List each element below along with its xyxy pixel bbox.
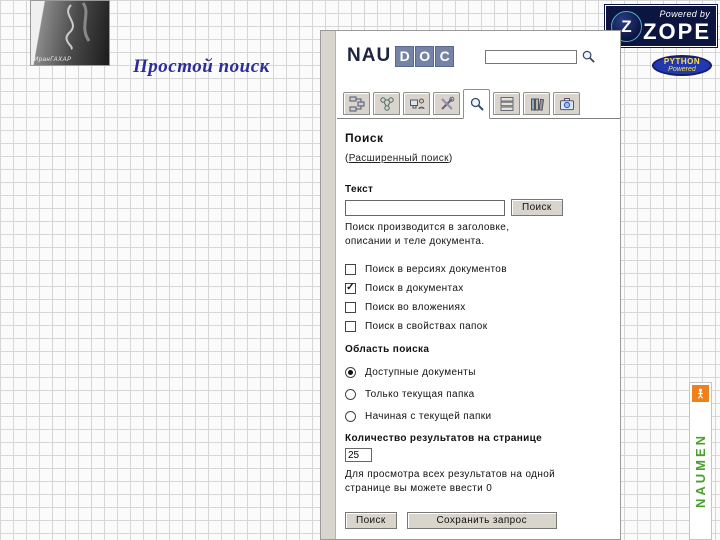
checkbox-label: Поиск в документах <box>365 283 464 294</box>
page-title: Простой поиск <box>133 56 270 77</box>
save-query-button[interactable]: Сохранить запрос <box>407 512 557 529</box>
toolbar-workplace-button[interactable] <box>403 92 430 115</box>
toolbar-workflow-button[interactable] <box>343 92 370 115</box>
text-label: Текст <box>345 184 374 195</box>
search-button[interactable]: Поиск <box>511 199 563 216</box>
header-search-input[interactable] <box>485 50 577 64</box>
zope-z-icon: Z <box>611 11 642 42</box>
radio-available-docs[interactable] <box>345 367 356 378</box>
results-hint: Для просмотра всех результатов на одной странице вы можете ввести 0 <box>345 469 556 494</box>
toolbar-library-button[interactable] <box>523 92 550 115</box>
checkbox-documents[interactable] <box>345 283 356 294</box>
naumen-sidebar-logo <box>689 382 712 540</box>
naumen-figure-icon <box>694 387 707 400</box>
radio-current-folder[interactable] <box>345 389 356 400</box>
radio-label: Только текущая папка <box>365 389 475 400</box>
results-per-page-input[interactable] <box>345 448 372 462</box>
corner-art-caption: ИранГАХАР <box>34 57 72 63</box>
radio-label: Начиная с текущей папки <box>365 411 492 422</box>
toolbar-search-tab[interactable] <box>463 89 490 119</box>
naudoc-logo <box>347 45 454 67</box>
app-toolbar <box>337 85 620 119</box>
naudoc-c: C <box>435 46 454 67</box>
process-icon <box>379 96 395 112</box>
python-powered-badge <box>652 55 712 76</box>
advanced-suffix: ) <box>448 153 453 164</box>
checkbox-row-versions[interactable] <box>345 264 612 275</box>
naumen-name: NAUMEN <box>693 432 708 509</box>
header-search-button[interactable] <box>581 49 596 64</box>
radio-row-available-docs[interactable] <box>345 367 612 378</box>
sculpture-art <box>31 1 109 51</box>
python-badge-line1: PYTHON <box>663 57 701 66</box>
checkbox-row-documents[interactable] <box>345 283 612 294</box>
radio-row-current-folder[interactable] <box>345 389 612 400</box>
advanced-search-line <box>345 153 612 164</box>
checkbox-label: Поиск во вложениях <box>365 302 466 313</box>
radio-row-from-current-folder[interactable] <box>345 411 612 422</box>
journal-icon <box>499 96 515 112</box>
advanced-prefix: ( <box>345 153 349 164</box>
workflow-icon <box>349 96 365 112</box>
zope-logo <box>604 4 718 48</box>
checkbox-label: Поиск в свойствах папок <box>365 321 488 332</box>
checkbox-row-attachments[interactable] <box>345 302 612 313</box>
search-icon <box>581 49 596 64</box>
naumen-logo-icon <box>692 385 709 402</box>
footer-search-button[interactable]: Поиск <box>345 512 397 529</box>
search-form <box>337 119 620 529</box>
toolbar-tools-button[interactable] <box>433 92 460 115</box>
naudoc-o: O <box>415 46 434 67</box>
naudoc-app-panel <box>320 30 621 540</box>
checkbox-attachments[interactable] <box>345 302 356 313</box>
workplace-icon <box>409 96 425 112</box>
library-icon <box>529 96 545 112</box>
radio-from-current-folder[interactable] <box>345 411 356 422</box>
toolbar-journal-button[interactable] <box>493 92 520 115</box>
scope-heading: Область поиска <box>345 344 430 355</box>
camera-icon <box>559 96 575 112</box>
toolbar-camera-button[interactable] <box>553 92 580 115</box>
results-per-page-label: Количество результатов на странице <box>345 433 543 444</box>
checkbox-label: Поиск в версиях документов <box>365 264 507 275</box>
app-header <box>337 31 620 85</box>
naudoc-d: D <box>395 46 414 67</box>
python-badge-line2: Powered <box>668 66 696 73</box>
toolbar-process-button[interactable] <box>373 92 400 115</box>
naudoc-nau: NAU <box>347 45 392 66</box>
search-icon <box>469 96 485 112</box>
search-hint: Поиск производится в заголовке, описании и теле документа. <box>345 222 510 247</box>
search-text-input[interactable] <box>345 200 505 216</box>
form-heading: Поиск <box>345 131 384 145</box>
advanced-search-link[interactable]: Расширенный поиск <box>348 153 449 164</box>
checkbox-folder-properties[interactable] <box>345 321 356 332</box>
radio-label: Доступные документы <box>365 367 476 378</box>
corner-art-logo <box>30 0 110 66</box>
zope-name: ZOPE <box>643 19 711 44</box>
tools-icon <box>439 96 455 112</box>
zope-powered-by: Powered by <box>659 9 710 19</box>
checkbox-versions[interactable] <box>345 264 356 275</box>
checkbox-row-folder-properties[interactable] <box>345 321 612 332</box>
panel-left-strip <box>321 31 336 539</box>
